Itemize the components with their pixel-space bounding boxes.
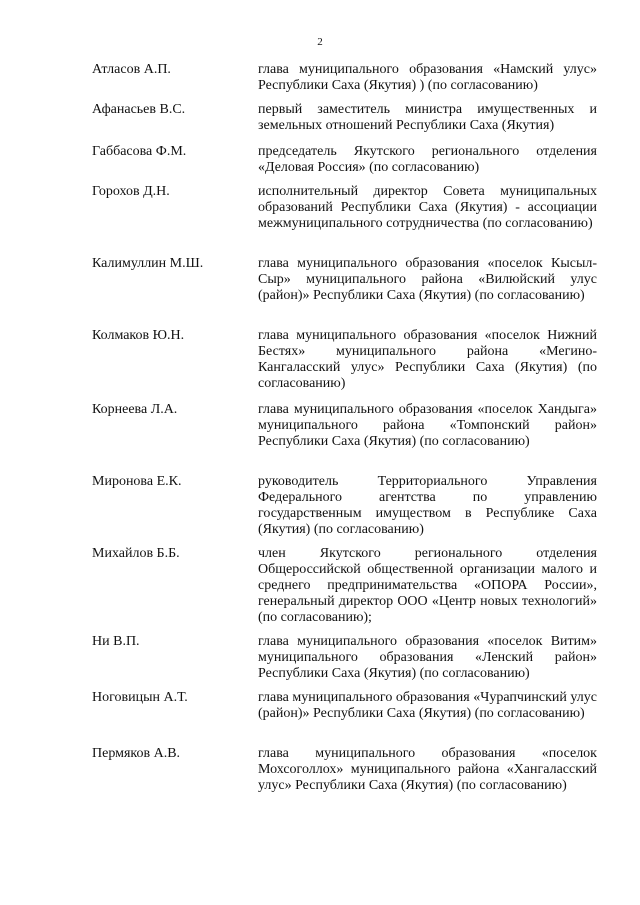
list-item — [92, 184, 597, 256]
list-item — [92, 62, 597, 102]
list-item — [92, 746, 597, 818]
member-name: Калимуллин М.Ш. — [92, 256, 204, 271]
list-item — [92, 144, 597, 184]
member-position: глава муниципального образования «поселок Витим» муниципального образования «Ленский район» Республики Саха (Якутия) (по согласованию) — [258, 634, 597, 681]
member-position: руководитель Территориального Управления Федерального агентства по управлению государственным имуществом в Республике Саха (Якутия) (по согласованию) — [258, 474, 597, 537]
member-name: Атласов А.П. — [92, 62, 171, 77]
member-position: первый заместитель министра имущественных и земельных отношений Республики Саха (Якутия) — [258, 102, 597, 133]
list-item — [92, 328, 597, 402]
member-position: председатель Якутского регионального отделения «Деловая Россия» (по согласованию) — [258, 144, 597, 175]
member-position: глава муниципального образования «поселок Мохсоголлох» муниципального района «Хангаласский улус» Республики Саха (Якутия) (по согласованию) — [258, 746, 597, 793]
member-name: Корнеева Л.А. — [92, 402, 178, 417]
member-position: исполнительный директор Совета муниципальных образований Республики Саха (Якутия) - ассоциации межмуниципального сотрудничества (по согласованию) — [258, 184, 597, 231]
list-item — [92, 256, 597, 328]
member-position: глава муниципального образования «поселок Кысыл-Сыр» муниципального района «Вилюйский улус (район)» Республики Саха (Якутия) (по согласованию) — [258, 256, 597, 303]
list-item — [92, 634, 597, 690]
list-item — [92, 546, 597, 634]
member-list — [92, 62, 597, 818]
member-name: Ни В.П. — [92, 634, 140, 649]
list-item — [92, 402, 597, 474]
member-position: член Якутского регионального отделения Общероссийской общественной организации малого и среднего предпринимательства «ОПОРА России», генеральный директор ООО «Центр новых технологий» (по согласованию); — [258, 546, 597, 625]
member-name: Колмаков Ю.Н. — [92, 328, 185, 343]
member-position: глава муниципального образования «поселок Нижний Бестях» муниципального района «Мегино-Кангаласский улус» Республики Саха (Якутия) (по согласованию) — [258, 328, 597, 391]
member-position: глава муниципального образования «Чурапчинский улус (район)» Республики Саха (Якутия) (по согласованию) — [258, 690, 597, 721]
member-name: Ноговицын А.Т. — [92, 690, 188, 705]
member-position: глава муниципального образования «поселок Хандыга» муниципального района «Томпонский район» Республики Саха (Якутия) (по согласованию) — [258, 402, 597, 449]
member-name: Габбасова Ф.М. — [92, 144, 187, 159]
member-position: глава муниципального образования «Намский улус» Республики Саха (Якутия) ) (по согласованию) — [258, 62, 597, 93]
member-name: Михайлов Б.Б. — [92, 546, 180, 561]
list-item — [92, 102, 597, 144]
member-name: Горохов Д.Н. — [92, 184, 170, 199]
member-name: Афанасьев В.С. — [92, 102, 186, 117]
page-number: 2 — [317, 36, 323, 48]
member-name: Пермяков А.В. — [92, 746, 181, 761]
member-name: Миронова Е.К. — [92, 474, 182, 489]
list-item — [92, 690, 597, 746]
list-item — [92, 474, 597, 546]
